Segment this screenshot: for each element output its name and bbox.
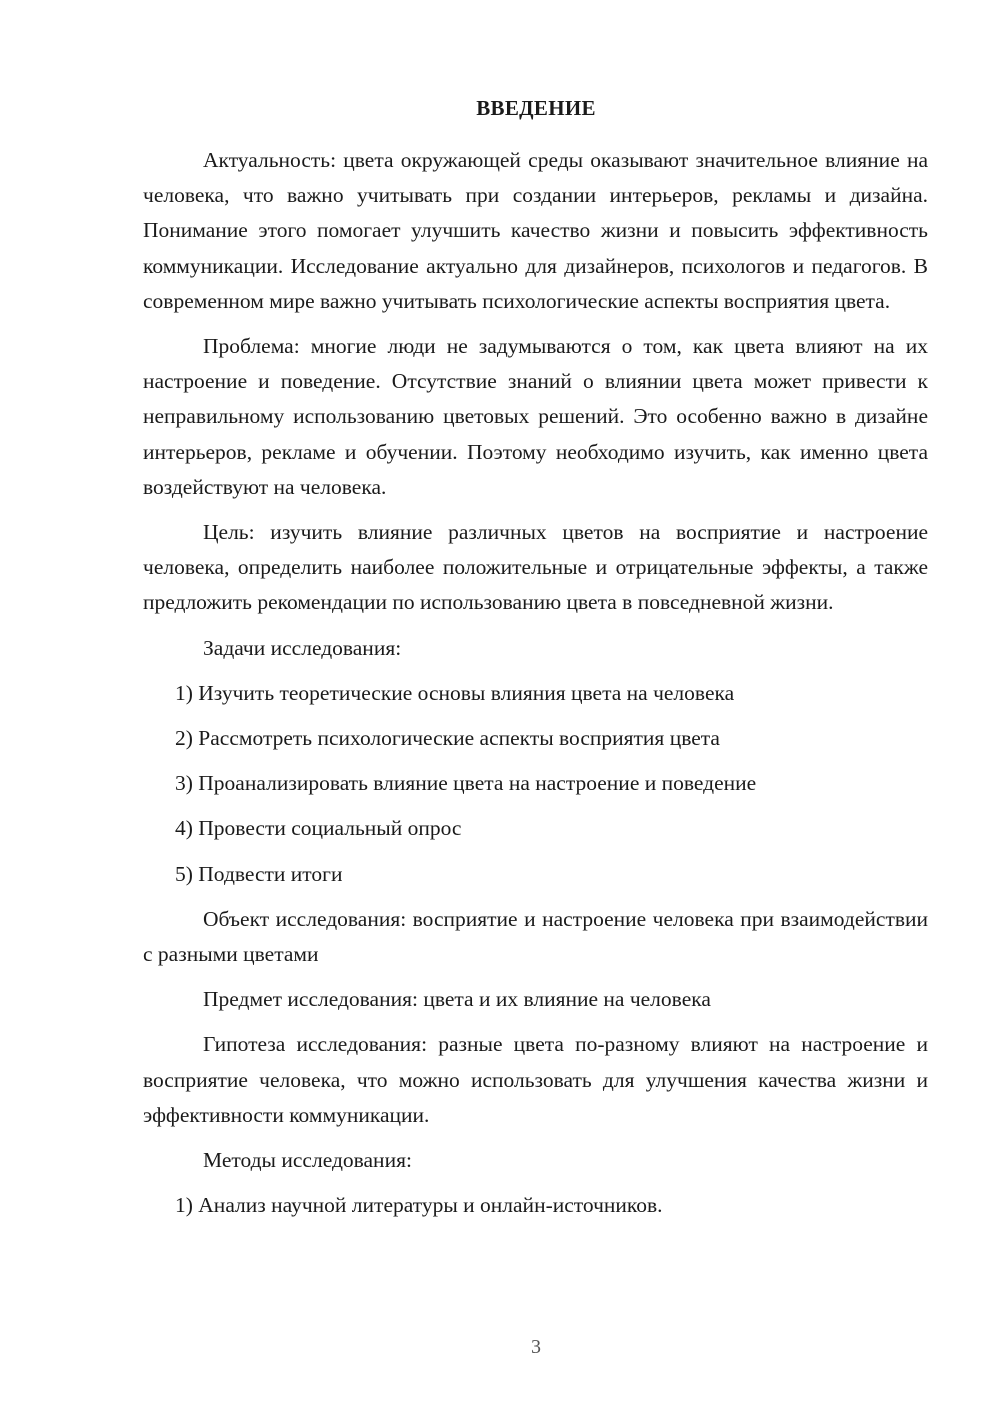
paragraph-object: Объект исследования: восприятие и настроение человека при взаимодействии с разными цветами (143, 906, 928, 967)
task-item-1: 1) Изучить теоретические основы влияния цвета на человека (175, 680, 735, 705)
task-item-3: 3) Проанализировать влияние цвета на настроение и поведение (175, 771, 757, 796)
task-item-5: 5) Подвести итоги (175, 861, 343, 886)
task-item-2: 2) Рассмотреть психологические аспекты восприятия цвета (175, 726, 720, 751)
tasks-heading: Задачи исследования: (203, 635, 402, 660)
paragraph-subject: Предмет исследования: цвета и их влияние на человека (203, 987, 711, 1012)
methods-heading: Методы исследования: (203, 1148, 412, 1173)
section-title: ВВЕДЕНИЕ (476, 96, 596, 120)
document-body (143, 143, 928, 1223)
paragraph-hypothesis: Гипотеза исследования: разные цвета по-разному влияют на настроение и восприятие человека, что можно использовать для улучшения качества жизни и эффективности коммуникации. (143, 1032, 928, 1127)
task-item-4: 4) Провести социальный опрос (175, 816, 462, 841)
paragraph-problem: Проблема: многие люди не задумываются о том, как цвета влияют на их настроение и поведение. Отсутствие знаний о влиянии цвета может привести к неправильному использованию цветовых решений. Это особенно важно в дизайне интерьеров, рекламе и обучении. Поэтому необходимо изучить, как именно цвета воздействуют на человека. (143, 334, 928, 499)
method-item-1: 1) Анализ научной литературы и онлайн-источников. (175, 1193, 663, 1218)
paragraph-goal: Цель: изучить влияние различных цветов на восприятие и настроение человека, определить наиболее положительные и отрицательные эффекты, а также предложить рекомендации по использованию цвета в повседневной жизни. (143, 520, 928, 615)
page-number: 3 (531, 1336, 541, 1358)
paragraph-relevance: Актуальность: цвета окружающей среды оказывают значительное влияние на человека, что важно учитывать при создании интерьеров, рекламы и дизайна. Понимание этого помогает улучшить качество жизни и повысить эффективность коммуникации. Исследование актуально для дизайнеров, психологов и педагогов. В современном мире важно учитывать психологические аспекты восприятия цвета. (143, 148, 928, 313)
